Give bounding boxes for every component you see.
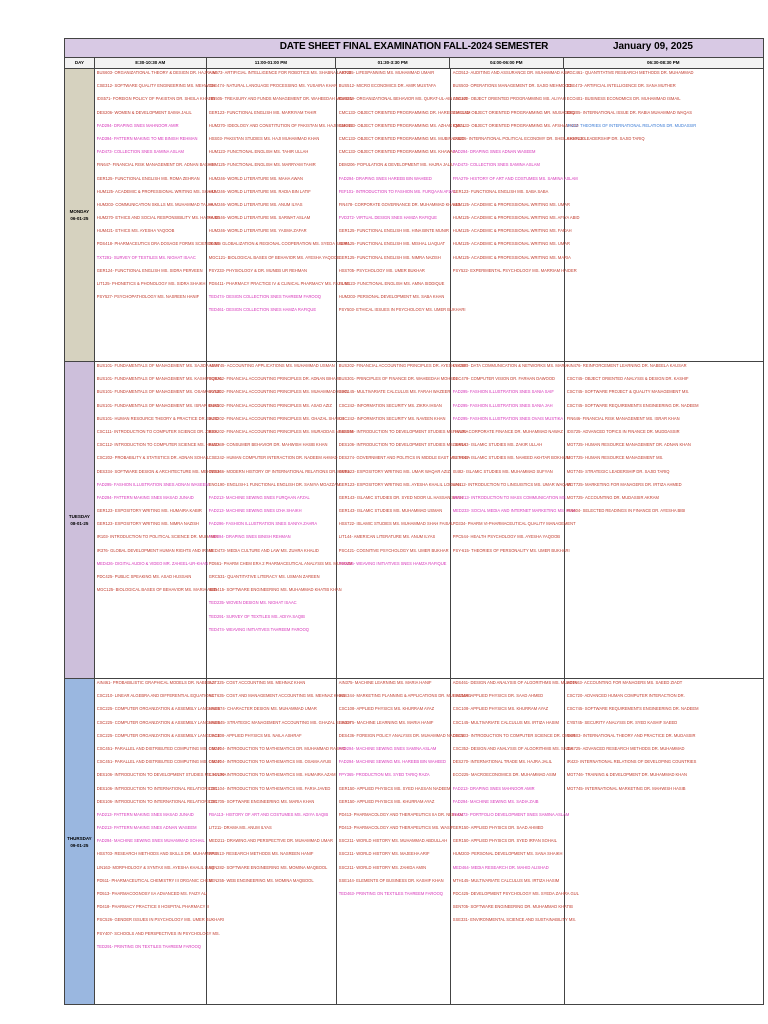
exam-entry: BUS101- FUNDAMENTALS OF MANAGEMENT MS. KASHIF IQBAL	[96, 376, 223, 382]
exam-entry: CSC104- INTRODUCTION TO MATHEMATICS DR. MUHAMMAD RASHID	[208, 745, 346, 751]
exam-entry: DES106- INTRODUCTION TO DEVELOPMENT STUDIES MS. HAJRA	[338, 428, 469, 434]
exam-entry: CSC745- SOFTWARE REQUIREMENTS ENGINEERING DR. NADEEM	[566, 706, 699, 712]
exam-entry: FAD473- COLLECTION SNES SAMINA ASLAM	[452, 162, 540, 168]
exam-entry: BUS101- FUNDAMENTALS OF MANAGEMENT MS. OSAMA AYUB	[96, 389, 221, 395]
day-cell	[65, 69, 95, 361]
exam-entry: CSC352- DESIGN AND ANALYSIS OF ALGORITHMS MS. SADIA	[452, 745, 574, 751]
exam-entry: DES346- MODERN HISTORY OF INTERNATIONAL RELATIONS DR. MARIA	[208, 468, 351, 474]
exam-entry: HSS705- PSYCHOLOGY MS. UMER BUKHAR	[338, 267, 425, 273]
day-row-monday	[65, 69, 763, 362]
exam-entry: PSY407- SCHOOLS AND PERSPECTIVES IN PSYCHOLOGY MS.	[96, 930, 220, 936]
exam-entry: CMC133- OBJECT ORIENTED PROGRAMMING MS. KHAWAJA	[338, 149, 458, 155]
exam-entry: FRA279- HISTORY OF ART AND COSTUMES MS. SAMINA ASLAM	[452, 175, 578, 181]
exam-entry: ACD512- AUDITING AND ASSURANCE DR. MUHAMMAD ASIF	[452, 70, 570, 75]
exam-entry: HUM421- ETHICS MS. AYESHA YAQOOB	[96, 228, 175, 234]
exam-entry: AST235- LIFESPANNING MS. MUHAMMAD UMAIR	[338, 70, 435, 75]
exam-entry: PD413- PHARMACOLOGY AND THERAPEUTICS IIA DR. NEELAM	[338, 811, 464, 817]
exam-entry: IDS205- INTERNATIONAL POLITICAL ECONOMY DR. SHEILA KHALID	[452, 135, 585, 141]
time-slot-cell	[95, 69, 221, 361]
exam-entry: SSC211- WORLD HISTORY MS. MUHAMMAD ABDULLAH	[338, 838, 448, 844]
exam-entry: ACT663- ACCOUNTING FOR MANAGERS MS. SAEED ZIADT	[566, 680, 683, 685]
exam-entry: HUM246- WORLD LITERATURE MS. ANUM ILYAS	[208, 201, 303, 207]
exam-entry: FAD394- PATTERN MAKING TO ME BINISH REHMAN	[96, 135, 198, 141]
day-cell	[65, 679, 95, 1004]
exam-entry: MED426- DIGITAL AUDIO & VIDEO MR. ZAHEEL-UR-KHAN	[96, 560, 208, 566]
exam-entry: CSC225- COMPUTER ORGANIZATION & ASSEMBLY LANGUAGE	[96, 719, 221, 725]
exam-entry: GER123- FUNCTIONAL ENGLISH MS. SABA SABA	[452, 188, 549, 194]
exam-entry: DES106- INTRODUCTION TO INTERNATIONAL RELATIONS DR.	[96, 798, 219, 804]
exam-entry: FEF101- INTRODUCTION TO FASHION MS. FURQAAN AFZAL	[338, 188, 457, 194]
exam-entry: HUM270- ETHICS AND SOCIAL RESPONSIBILITY MS. HAJRA ZA	[96, 215, 220, 221]
exam-entry: FIN501- CORPORATE FINANCE DR. MUHAMMAD NAWAZ	[452, 428, 563, 434]
column-header-slot-3: 01:30-3:30 PM	[336, 58, 450, 68]
exam-entry: IR464- GLOBALIZATION & REGIONAL COOPERATION MS. SYEDA SALMA	[208, 241, 350, 247]
exam-entry: ENG190- ENGLISH-1 FUNCTIONAL ENGLISH DR. SANIYA MOAZZAM	[208, 481, 341, 487]
exam-entry: CSC225- COMPUTER ORGANIZATION & ASSEMBLY LANGUAGE	[96, 706, 221, 712]
exam-entry: IDS725- ADVANCED TOPICS IN FINANCE DR. MUDDASSIR	[566, 428, 680, 434]
exam-entry: TXT291- SURVEY OF TEXTILES MS. NIGHAT ISAAC	[96, 254, 196, 260]
column-header-slot-2: 11:00-01:00 PM	[207, 58, 337, 68]
column-header-day: DAY	[65, 58, 95, 68]
exam-entry: BUS202- FINANCIAL ACCOUNTING PRINCIPLES MS. MURADDAS NASEEM	[208, 428, 354, 434]
exam-entry: DES206- WOMEN & DEVELOPMENT SAIMA JALIL	[96, 109, 192, 115]
exam-entry: IR413- THEORIES OF INTERNATIONAL RELATIONS DR. MUDASSIR	[566, 122, 697, 128]
exam-entry: PD511- PHARMACEUTICAL CHEMISTRY III ORGANIC CHEM	[96, 877, 213, 883]
exam-entry: CSE474- NATURAL LANGUAGE PROCESSING MS. YUSAIRA KHAN	[208, 83, 338, 89]
exam-entry: CSC479- COMPUTER VISION DR. FARHAN DAWOOD	[452, 376, 555, 382]
time-slot-cell	[95, 679, 227, 1004]
exam-entry: GER123- EXPOSITORY WRITING MS. HUMAIRA KABIR	[96, 508, 202, 514]
exam-entry: CYB745- SECURITY ANALYSIS DR. SYED KASHIF SAEED	[566, 719, 678, 725]
exam-entry: MGT746- TRAINING & DEVELOPMENT DR. MUHAMMAD KHAN	[566, 772, 687, 778]
date-sheet-table	[64, 38, 764, 1005]
exam-entry: MED233- SOCIAL MEDIA AND INTERNET MARKETING MS. HUM	[452, 508, 576, 514]
exam-entry: CSC745- SOFTWARE REQUIREMENTS ENGINEERING DR. NADEEM	[566, 402, 699, 408]
time-slot-cell	[337, 362, 470, 678]
exam-entry: SSC211- WORLD HISTORY MS. MAJEEHA ARIF	[338, 851, 430, 857]
exam-entry: CSC745- OBJECT ORIENTED ANALYSIS & DESIGN DR. KASHIF	[566, 376, 689, 382]
exam-entry: GER150- APPLIED PHYSICS MS. SYED HASSAN NADEEM	[338, 785, 451, 791]
exam-entry: IDS603- INTERNATIONAL THEORY AND PRACTICE DR. MUDASSIR	[566, 732, 696, 738]
exam-entry: LIT211- DRAMA MS. ANUM ILYAS	[208, 825, 272, 831]
exam-entry: FAD294- MACHINE SEWING MS. HAREEB BIN WAHEED	[338, 759, 446, 765]
exam-entry: FPY365- PRODUCTION MS. SYED TARIQ RAZA	[338, 772, 430, 778]
exam-entry: CSC108- APPLIED PHYSICS DR. SAAD AHMED	[452, 693, 544, 699]
exam-entry: GER124- FUNCTIONAL ENGLISH MS. SIDRA PERVEEN	[96, 267, 203, 273]
exam-entry: MGT725- HUMAN RESOURCE MANAGEMENT DR. ADNAN KHAN	[566, 442, 691, 448]
exam-entry: FAD295- FASHION ILLUSTRATION SNES SANIA JAH	[452, 402, 553, 408]
exam-entry: SSC211- WORLD HISTORY MS. ZAHIDA AMIN	[338, 864, 427, 870]
exam-entry: DES274- GOVERNMENT AND POLITICS IN MIDDLE EAST MS. TANIA	[338, 455, 470, 461]
exam-entry: SEN282- SOFTWARE ENGINEERING MS. MOMINA MAQBOOL	[208, 864, 328, 870]
exam-entry: GER123- EXPOSITORY WRITING MS. NIMRA NAZISH	[96, 521, 199, 527]
exam-entry: MGT745- INTERNATIONAL MARKETING DR. MAHWISH HASIB	[566, 785, 686, 791]
exam-entry: SHS723- LEADERSHIP DR. SAJID TARIQ	[566, 135, 645, 141]
exam-entry: CSC145- MULTIVARIATE CALCULUS MS. IRTIZA HASIM	[452, 719, 559, 725]
exam-entry: AIN573- ARTIFICIAL INTELLIGENCE FOR ROBOTICS MS. SHABNA LARAIB	[208, 70, 352, 75]
exam-entry: GER150- APPLIED PHYSICS DR. SAAD AHMED	[452, 825, 544, 831]
exam-entry: HUM123- FUNCTIONAL ENGLISH MS. AMNA SIDDIQUE	[338, 281, 445, 286]
exam-entry: HUM125- ACADEMIC & PROFESSIONAL WRITING MS. FARAH	[452, 228, 572, 234]
exam-entry: IDS725- ADVANCED RESEARCH METHODS DR. MUHAMMAD	[566, 745, 685, 751]
exam-entry: HSS703- RESEARCH METHODS AND SKILLS DR. MUHAMMAD	[96, 851, 218, 857]
exam-entry: MED464- MEDIA RESEARCH DR. MAHID ALISHAD	[452, 864, 549, 870]
exam-entry: MED473- MEDIA CULTURE AND LAW MS. ZUHRA KHALID	[208, 547, 319, 553]
exam-entry: CSC108- APPLIED PHYSICS MS. KHURRAM AYAZ	[338, 706, 435, 712]
exam-entry: HUM246- WORLD LITERATURE MS. MAHA AWAN	[208, 175, 303, 181]
exam-entry: TED474- DESIGN COLLECTION SNES TAHREEM FAROOQ	[208, 294, 321, 300]
exam-entry: MED213- INTRODUCTION TO MASS COMMUNICATION MS.	[452, 494, 567, 500]
exam-entry: CSC705- SOFTWARE ENGINEERING MS. MARIA KHAN	[208, 798, 315, 804]
exam-entry: GER125- FUNCTIONAL ENGLISH MS. ROMA ZEHRAN	[96, 175, 200, 181]
column-header-slot-4: 04:00-06:00 PM	[450, 58, 564, 68]
exam-entry: AGC461- QUANTITATIVE RESEARCH METHODS DR. MUHAMMAD	[566, 70, 694, 75]
exam-entry: BUS301- PRINCIPLES OF FINANCE DR. WAHEEDAH MOHSIN	[338, 376, 458, 382]
exam-entry: SEN705- SOFTWARE ENGINEERING DR. MUHAMMAD KHATIB	[452, 904, 573, 910]
exam-entry: HUM123- FUNCTIONAL ENGLISH MS. TAHIR ULLAH	[208, 149, 309, 155]
day-date: 09-01-25	[70, 842, 89, 848]
exam-entry: PDC425- DEVELOPMENT PSYCHOLOGY MS. SYEDA ZAHRA GUL	[452, 891, 579, 896]
exam-entry: CMC132- OBJECT ORIENTED PROGRAMMING MR. MUSADDIQ	[452, 109, 575, 115]
exam-entry: CSC745- SOFTWARE PROJECT & QUALITY MANAGEMENT MS.	[566, 389, 690, 395]
exam-entry: CSC242- INFORMATION SECURITY MS. ZIKRA IHSAN	[338, 402, 442, 408]
exam-entry: FAD296- FASHION ILLUSTRATION SNES SANIYA ZAHRA	[208, 521, 318, 527]
exam-entry: GER125- FUNCTIONAL ENGLISH MS. NIMRA NAZISH	[338, 254, 441, 260]
time-slot-cell	[337, 69, 471, 361]
day-label: THURSDAY	[67, 835, 92, 841]
exam-entry: GRC531- QUANTITATIVE LITERACY MS. USMAN ZAREEN	[208, 574, 320, 579]
exam-entry: FAD473- PORTFOLIO DEVELOPMENT SNES SAMINA ASLAM	[452, 811, 570, 817]
exam-entry: HSS722- ISLAMIC STUDIES MS. MUHAMMAD SHAH FAISAL	[338, 521, 454, 527]
exam-entry: BUS101- HUMAN RESOURCE THEORY & PRACTICE DR. SAJID	[96, 415, 219, 421]
time-slot-cell	[207, 679, 352, 1004]
time-slot-cell	[451, 69, 585, 361]
exam-entry: IDS571- FOREIGN POLICY OF PAKISTAN DR. SHEILA KHALID	[96, 96, 215, 102]
exam-entry: FAD294- MACHINE SEWING SNES SAMINA ASLAM	[338, 745, 437, 751]
exam-entry: HUM246- WORLD LITERATURE MS. RADIA BIN LATIF	[208, 188, 311, 194]
exam-entry: SEN415- SOFTWARE ENGINEERING MS. MUHAMMAD KHATIB KHAN	[208, 587, 342, 593]
exam-entry: LIN163- MORPHOLOGY & SYNTAX MS. AYESHA KHALIL LIAQ	[96, 864, 215, 870]
exam-entry: CSE473- ARTIFICIAL INTELLIGENCE DR. SANA MUTHER	[566, 83, 676, 89]
exam-entry: GER150- APPLIED PHYSICS MS. KHURRAM AYAZ	[338, 798, 435, 804]
column-header-slot-1: 8:30-10:30 AM	[95, 58, 207, 68]
exam-entry: CSC202- PROBABILITY & STATISTICS DR. ADNAN SOHAIL	[96, 455, 210, 461]
exam-entry: MGC121- BIOLOGICAL BASES OF BEHAVIOR MS. AYESHA YAQOOB	[208, 254, 340, 260]
exam-entry: CSC145- MULTIVARIATE CALCULUS MS. FARAH WAZEER	[338, 389, 451, 395]
exam-entry: ADS461- DESIGN AND ANALYSIS OF ALGORITHMS MS. MUBINA	[452, 680, 577, 685]
exam-entry: TED235- WEAVING INITIATIVES SNES HAMZA RAFIQUE	[338, 560, 447, 566]
title-bar	[65, 39, 763, 58]
exam-entry: GER123- FUNCTIONAL ENGLISH MS. MARRIYAM TAHIR	[208, 109, 317, 115]
exam-entry: ECO225- MACROECONOMICS DR. MUHAMMAD ASIM	[452, 772, 557, 778]
exam-entry: DEM206- POPULATION & DEVELOPMENT MS. HAJRA JALIL	[338, 162, 454, 168]
exam-entry: PPS513- RESEARCH METHODS MS. NASREEN HANIF	[208, 851, 314, 857]
exam-entry: DES334- SOFTWARE DESIGN & ARCHITECTURE MS. MEHWISH	[96, 468, 221, 474]
exam-entry: HUM125- ACADEMIC & PROFESSIONAL WRITING MS. SHAHZ	[96, 188, 216, 194]
exam-entry: IR376- GLOBAL DEVELOPMENT HUMAN RIGHTS AND IR MS.	[96, 547, 215, 553]
exam-entry: ACT325- COST ACCOUNTING MS. MEHNAZ KHAN	[208, 680, 306, 685]
exam-entry: GER143- ISLAMIC STUDIES MS. ZAKIR ULLAH	[452, 442, 543, 448]
exam-entry: BUS512- MICRO ECONOMICS DR. AMIR MUSTAFA	[338, 83, 437, 89]
exam-entry: CSC133- INTRODUCTION TO COMPUTER SCIENCE DR. OMAIR	[452, 732, 576, 738]
exam-entry: FVD372- VIRTUAL DESIGN SNES HAMZA RAFIQUE	[338, 215, 438, 221]
time-slot-cell	[207, 362, 354, 678]
exam-entry: BUS319- ORGANIZATIONAL BEHAVIOR MS. QURAT-UL-AIN ANSAR	[338, 96, 468, 102]
exam-entry: CSC451- PARALLEL AND DISTRIBUTED COMPUTING MS. OMAR	[96, 759, 221, 765]
exam-entry: FIN604- SELECTED READINGS IN FINANCE DR. AYESHA BIBI	[566, 508, 686, 514]
exam-entry: FAD295- FASHION ILLUSTRATION SNES SANIA SAIF	[452, 389, 554, 395]
exam-entry: TED235- WOVEN DESIGN MS. NIGHAT ISAAC	[208, 600, 297, 606]
exam-entry: FBA113- HISTORY OF ART AND COSTUMES MS. ADIYA SAQIB	[208, 811, 329, 817]
exam-entry: FAD294- DRAPING SNES HAREEB BIN WAHEED	[338, 175, 432, 181]
exam-entry: ACT635- COST AND MANAGEMENT ACCOUNTING MS. MEHNAZ KHAN	[208, 693, 346, 699]
day-row-thursday	[65, 679, 763, 1004]
exam-entry: PD413- PHARMACOLOGY AND THERAPEUTICS MS. WASIF	[338, 825, 454, 831]
exam-entry: SEN255- WEB ENGINEERING MS. MOMINA MAQBOOL	[208, 877, 314, 883]
exam-entry: CMC133- OBJECT ORIENTED PROGRAMMING DR. HAREEM ASLAM	[338, 109, 471, 115]
exam-entry: FIN647- FINANCIAL RISK MANAGEMENT DR. ADNAN BASHIR	[96, 162, 215, 168]
exam-entry: SSE331- ENVIRONMENTAL SCIENCE AND SUSTAINABILITY MS.	[452, 917, 577, 923]
exam-entry: FAD213- MACHINE SEWING SNES IZHA SHAIKH	[208, 508, 302, 514]
exam-entry: BUS249- CONSUMER BEHAVIOR DR. MAHWISH HASIB KHAN	[208, 442, 328, 448]
exam-entry: CSC363- DATA COMMUNICATION & NETWORKS MS. MARIA	[452, 363, 569, 368]
exam-entry: MGT725- ACCOUNTING DR. MUDASSIR AKRAM	[566, 494, 659, 500]
exam-entry: DES106- INTRODUCTION TO DEVELOPMENT STUDIES MS. HAJRA	[96, 772, 227, 778]
exam-entry: PDS418- PHARMACEUTICS DRA DOSAGE FORMS SCIENCE MS	[96, 241, 221, 247]
exam-entry: HUM203- PERSONAL DEVELOPMENT MS. SABA KHAN	[338, 294, 445, 300]
exam-entry: CSC225- COMPUTER ORGANIZATION & ASSEMBLY LANGUAGE	[96, 732, 221, 738]
day-row-tuesday	[65, 362, 763, 679]
exam-entry: FAD213- DRAPING SNES MAHNOOR AMIR	[452, 785, 535, 791]
exam-entry: PDC425- PUBLIC SPEAKING MS. ASAD HUSSAIN	[96, 574, 192, 579]
exam-entry: BUS202- FINANCIAL ACCOUNTING PRINCIPLES MS. MUHAMMAD KHAN	[208, 389, 349, 395]
time-slot-cell	[337, 679, 472, 1004]
time-slot-cell	[451, 362, 576, 678]
exam-entry: FAD294- DRAPING SNES MAHNOOR AMIR	[96, 122, 179, 128]
exam-entry: CSC375- MACHINE LEARNING MS. MARIA HANIF	[338, 719, 434, 725]
exam-entry: FAD394- DRAPING SNES BINISH REHMAN	[208, 534, 291, 540]
sheet-date: January 09, 2025	[612, 41, 693, 52]
exam-entry: TED461- DESIGN COLLECTION SNES HAMZA RAFIQUE	[208, 307, 317, 313]
exam-entry: CSC111- INTRODUCTION TO COMPUTER SCIENCE DR. ZIKRA	[96, 428, 218, 434]
exam-entry: CMC133- OBJECT ORIENTED PROGRAMMING MS. AZHAR IQBAL	[338, 122, 466, 128]
exam-entry: FAD473- COLLECTION SNES SAMINA ASLAM	[96, 149, 184, 155]
exam-entry: FAD294- MACHINE SEWING SNES MUHAMMAD SOHAIL	[96, 838, 205, 844]
column-header-slot-5: 06:30-08:30 PM	[647, 60, 680, 65]
exam-entry: PSY233- PHYSIOLOGY & DR. MUNEB UR REHMAN	[208, 267, 307, 273]
exam-entry: DES270- INTERNATIONAL TRADE MS. HAJRA JALIL	[452, 759, 553, 765]
exam-entry: PD418- PHARMACY PRACTICE II HOSPITAL PHARMACY II	[96, 904, 209, 910]
exam-entry: MTH145- MULTIVARIATE CALCULUS MS. IRTIZA HASIM	[452, 877, 560, 883]
day-cell	[65, 362, 95, 678]
exam-entry: MGT745- STRATEGIC LEADERSHIP DR. SAJID TARIQ	[566, 468, 670, 474]
time-slot-cell	[95, 362, 223, 678]
exam-entry: CSC108- APPLIED PHYSICS MS. KHURRAM AYAZ	[452, 706, 549, 712]
exam-entry: TED291- PRINTING ON TEXTILES TAHREEM FAROOQ	[96, 943, 201, 949]
exam-entry: LIT125- PHONETICS & PHONOLOGY MS. SIDRA SHAIKH	[96, 281, 206, 286]
exam-entry: DES106- INTRODUCTION TO INTERNATIONAL RELATIONS DR.	[96, 785, 219, 791]
exam-entry: ANM645- STRATEGIC MANAGEMENT ACCOUNTING MS. GHAZAL SHAIKH	[208, 719, 352, 725]
exam-entry: CSC242- INFORMATION SECURITY MS. NAVEEN KHAN	[338, 415, 446, 421]
exam-entry: LIT144- AMERICAN LITERATURE MS. ANUM ILYAS	[338, 534, 436, 540]
exam-entry: GER150- APPLIED PHYSICS DR. SYED IRFAN SOHAIL	[452, 838, 557, 844]
time-slot-cell	[207, 69, 353, 361]
exam-entry: FAD294- PATTERN MAKING SNES MASAD JUNAID	[96, 494, 194, 500]
exam-entry: CSC720- ADVANCED HUMAN COMPUTER INTERACTION DR.	[566, 693, 685, 699]
exam-entry: GER123- EXPOSITORY WRITING MS. UMAR WAQAR AZIZ	[338, 468, 451, 474]
exam-entry: GER125- FUNCTIONAL ENGLISH MS. HINA BINTE MUNIR	[338, 228, 449, 234]
exam-entry: GER143- ISLAMIC STUDIES MS. NAHEED AKHTAR BOKHARI	[452, 455, 570, 461]
exam-entry: FAD294- DRAPING SNES ADNAN WASEEM	[452, 149, 536, 155]
exam-entry: DES106- INTRODUCTION TO DEVELOPMENT STUDIES MS. SANA	[338, 442, 467, 448]
exam-entry: BUS101- FUNDAMENTALS OF MANAGEMENT MS. SAJIDA MAH	[96, 363, 219, 368]
day-date: 08-01-25	[70, 521, 89, 526]
sheet-title: DATE SHEET FINAL EXAMINATION FALL-2024 SEMESTER	[279, 41, 549, 52]
day-label: MONDAY	[69, 209, 90, 214]
exam-entry: PD561- PHARM CHEM ERA 2 PHARMACEUTICAL ANALYSIS MS. MUHAMM	[208, 560, 353, 566]
exam-entry: HUM125- ACADEMIC & PROFESSIONAL WRITING MS. MARIA	[452, 254, 571, 260]
exam-entry: CSC132- OBJECT ORIENTED PROGRAMMING MS. ALIYAH	[452, 96, 566, 102]
exam-entry: MGT725- MARKETING FOR MANAGERS DR. IRTIZA AHMED	[566, 481, 682, 487]
exam-entry: CSE312- SOFTWARE QUALITY ENGINEERING MS. MEHWISH	[96, 83, 216, 89]
exam-entry: FIN478- CORPORATE GOVERNANCE DR. MUHAMMAD KHALID	[338, 201, 461, 207]
exam-entry: BUS202- FINANCIAL ACCOUNTING PRINCIPLES DR. AYESHA ARIF	[338, 363, 468, 368]
exam-entry: BUS344- MARKETING PLANNING & APPLICATIONS DR. MUHAMMAD	[338, 693, 472, 699]
exam-entry: TED463- PRINTING ON TEXTILES TAHREEM FAROOQ	[338, 891, 443, 896]
exam-entry: HSS03- PAKISTAN STUDIES MS. HAJI MUHAMMAD KHAN	[208, 135, 320, 141]
exam-entry: PD513- PHARMACOGNOSY IIA ADVANCED MS. FAIZY ALI	[96, 891, 208, 896]
exam-entry: CSE242- HUMAN COMPUTER INTERACTION DR. NADEEM AHMAD	[208, 455, 338, 461]
exam-entry: FAD213- MACHINE SEWING SNES FURQAAN AFZAL	[208, 494, 310, 500]
exam-entry: HUM203- COMMUNICATION SKILLS MS. MUHAMMAD TALHA	[96, 201, 214, 207]
exam-entry: PSC526- GENDER ISSUES IN PSYCHOLOGY MS. UMER BUKHARI	[96, 917, 225, 923]
exam-entry: CSC104- INTRODUCTION TO MATHEMATICS MS. HUMAIRA AZAM	[208, 772, 336, 778]
exam-entry: ANM674- CHARACTER DESIGN MS. MUHAMMAD UMAR	[208, 706, 317, 712]
exam-entry: HUM203- PERSONAL DEVELOPMENT MS. SANA SHAIKH	[452, 851, 563, 857]
exam-entry: FAD295- FASHION ILLUSTRATION SNES ADNAN WASEEM	[96, 481, 209, 487]
exam-entry: MED211- DRAWING AND PERSPECTIVE DR. MUHAMMAD UMAR	[208, 838, 333, 844]
time-slot-cell	[565, 679, 763, 1004]
exam-entry: FAD213- PATTERN MAKING SNES ADNAN WASEEM	[96, 825, 197, 831]
exam-entry: FAD295- FASHION ILLUSTRATION SNES OVAIS MUSTIKA	[452, 415, 564, 421]
exam-entry: CSC112- INTRODUCTION TO COMPUTER SCIENCE MS. HAMZA	[96, 442, 221, 448]
exam-entry: IR423- INTERNATIONAL RELATIONS OF DEVELOPING COUNTRIES	[566, 759, 697, 765]
exam-entry: GER123- EXPOSITORY WRITING MS. AYESHA KHALIL LODHAN	[338, 481, 461, 487]
exam-entry: BUS202- FINANCIAL ACCOUNTING PRINCIPLES MS. ASAD AZIZ	[208, 402, 332, 408]
exam-entry: AIN476- REINFORCEMENT LEARNING DR. NABEELA KAUSAR	[566, 363, 687, 368]
exam-entry: CMC133- OBJECT ORIENTED PROGRAMMING MS. AFSHAN AZIZ	[452, 122, 579, 128]
exam-entry: BUS503- OPERATIONS MANAGEMENT DR. SAJID MEHMOOD	[452, 83, 572, 89]
exam-entry: LIN112- INTRODUCTION TO LINGUISTICS MS. UMAR WAQAR	[452, 481, 572, 487]
exam-entry: ECO401- BUSINESS ECONOMICS DR. MUHAMMAD ISMAIL	[566, 96, 681, 102]
exam-entry: MGC125- BIOLOGICAL BASES OF BEHAVIOR MS. MARIA ABID	[96, 587, 217, 593]
exam-entry: HUM125- FUNCTIONAL ENGLISH MS. MARRYAM TAHIR	[208, 162, 316, 168]
exam-entry: DES436- FOREIGN POLICY ANALYSIS DR. MUHAMMAD NADEEM	[338, 732, 465, 738]
exam-entry: HUM125- ACADEMIC & PROFESSIONAL WRITING MS. UMAR	[452, 241, 570, 247]
exam-entry: PD334- PHARM VI-PHARMACEUTICAL QUALITY MANAGEMENT	[452, 521, 576, 527]
exam-entry: HUM246- WORLD LITERATURE MS. YASMA ZAFAR	[208, 228, 307, 234]
exam-entry: ASM745- ACCOUNTING APPLICATIONS MS. MUHAMMAD USMAN	[208, 363, 335, 368]
exam-entry: MGT725- HUMAN RESOURCE MANAGEMENT MS.	[566, 455, 664, 461]
exam-entry: BUS603- ORGANIZATIONAL THEORY & DESIGN DR. HAJRA M	[96, 70, 216, 75]
exam-entry: PPC544- HEALTH PSYCHOLOGY MS. AYESHA YAQOOB	[452, 534, 560, 540]
column-header-row	[65, 58, 763, 69]
day-sections	[65, 69, 763, 1004]
exam-entry: PSC421- COGNITIVE PSYCHOLOGY MS. UMER BUKHAR	[338, 547, 449, 553]
exam-entry: HUM125- ACADEMIC & PROFESSIONAL WRITING MS. AFIYA ABID	[452, 215, 580, 221]
exam-entry: FIN505- TREASURY AND FUNDS MANAGEMENT DR. WAHEEDAH MOHSIN	[208, 96, 353, 102]
exam-entry: CMC133- OBJECT ORIENTED PROGRAMMING MS. MUBINA ABID	[338, 135, 465, 141]
exam-entry: PSY522- EXPERIMENTAL PSYCHOLOGY MS. MARRIAM HAIDER	[452, 267, 577, 273]
day-label: TUESDAY	[68, 514, 90, 519]
exam-entry: TED474- WEAVING INITIATIVES TAHREEM FAROOQ	[208, 626, 309, 632]
exam-entry: SSE144- ELEMENTS OF BUSINESS DR. KASHIF KHAN	[338, 877, 444, 883]
exam-entry: FIN646- FINANCIAL RISK MANAGEMENT MS. ISRAR KHAN	[566, 415, 680, 421]
exam-entry: BUS202- FINANCIAL ACCOUNTING PRINCIPLES MS. GHAZAL SHAIKH	[208, 415, 344, 421]
exam-entry: BUS202- FINANCIAL ACCOUNTING PRINCIPLES DR. ADNAN BIHAJI	[208, 376, 339, 382]
time-slot-cell	[451, 679, 579, 1004]
exam-entry: CSC210- LINEAR ALGEBRA AND DIFFERENTIAL EQUATIONS	[96, 693, 215, 699]
exam-entry: FAD294- MACHINE SEWING MS. SADIA ZAIB	[452, 798, 539, 804]
exam-entry: AIN461- PROBABILISTIC GRAPHICAL MODELS DR. NABEELA	[96, 680, 216, 685]
exam-entry: IS482- ISLAMIC STUDIES MS. MUHAMMAD SUFYAN	[452, 468, 553, 474]
exam-entry: CSC451- PARALLEL AND DISTRIBUTED COMPUTING MS. OMAR	[96, 745, 221, 751]
exam-entry: IDS205- INTERNATIONAL ISSUE DR. RABIA MUHAMMAD WAQAS	[566, 109, 692, 115]
exam-entry: IR103- INTRODUCTION TO POLITICAL SCIENCE DR. MUHAMM	[96, 534, 218, 540]
exam-entry: HUM246- WORLD LITERATURE MS. SARWAT ASLAM	[208, 215, 311, 221]
day-date: 06-01-25	[70, 216, 89, 221]
exam-entry: BUS101- FUNDAMENTALS OF MANAGEMENT MS. ISRAR KHAN	[96, 402, 220, 408]
exam-entry: PSY-615- THEORIES OF PERSONALITY MS. UMER BUKHARI	[452, 547, 570, 553]
exam-entry: PSY527- PSYCHOPATHOLOGY MS. NASREEN HANIF	[96, 294, 200, 300]
time-slot-cell	[565, 69, 763, 361]
exam-entry: FAD213- PATTERN MAKING SNES MASAD JUNAID	[96, 811, 194, 817]
exam-entry: CSC108- APPLIED PHYSICS MS. NAILA ASHRAF	[208, 732, 302, 738]
exam-entry: HUM125- ACADEMIC & PROFESSIONAL WRITING MS. UMAR	[452, 201, 570, 207]
exam-entry: GER125- FUNCTIONAL ENGLISH MS. MISHAL LIAQUAT	[338, 241, 446, 247]
exam-entry: GER143- ISLAMIC STUDIES DR. SYED NOOR UL HASSAN SHAH	[338, 494, 463, 500]
exam-entry: AIN375- MACHINE LEARNING MS. MARIA HANIF	[338, 680, 432, 685]
exam-entry: PDS411- PHARMACY PRACTICE IV & CLINICAL PHARMACY MS. FAZIL SI	[208, 281, 350, 286]
exam-entry: PSY503- ETHICAL ISSUES IN PSYCHOLOGY MS. UMER BUKHARI	[338, 307, 466, 313]
exam-entry: HUM270- IDEOLOGY AND CONSTITUTION OF PAKISTAN MS. HAJI MUHAM	[208, 122, 353, 128]
exam-entry: TED291- SURVEY OF TEXTILES MS. ADIYA SAQIB	[208, 613, 305, 619]
time-slot-cell	[565, 362, 763, 678]
exam-entry: CSC104- INTRODUCTION TO MATHEMATICS MS. FARIA JAVED	[208, 785, 331, 791]
exam-entry: CSC104- INTRODUCTION TO MATHEMATICS MS. OSAMA AYUB	[208, 759, 331, 765]
exam-entry: GER143- ISLAMIC STUDIES MS. MUHAMMAD USMAN	[338, 508, 443, 514]
